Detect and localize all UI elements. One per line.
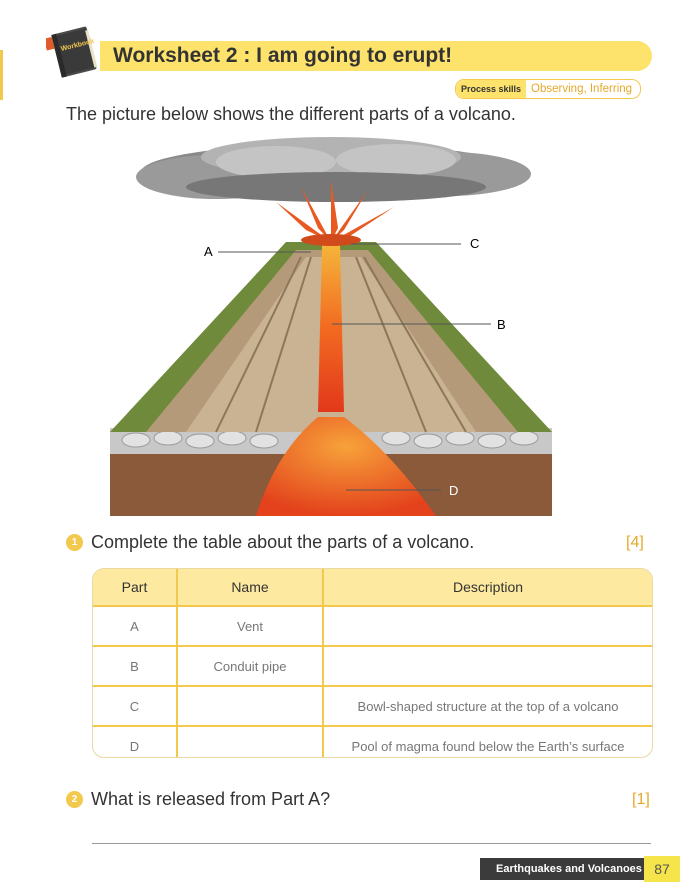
question-2-text: What is released from Part A? xyxy=(91,789,331,809)
label-c: C xyxy=(470,236,480,251)
cell-part: D xyxy=(93,726,177,758)
header-description: Description xyxy=(323,569,652,606)
volcano-diagram xyxy=(106,132,562,516)
intro-text: The picture below shows the different parts of a volcano. xyxy=(66,104,516,124)
book-label: Workbook xyxy=(60,37,95,53)
header-part: Part xyxy=(93,569,177,606)
cell-description: Bowl-shaped structure at the top of a volcano xyxy=(323,686,652,726)
question-1-text: Complete the table about the parts of a volcano. xyxy=(91,532,475,552)
table-row xyxy=(93,606,652,646)
question-1-number: 1 xyxy=(66,534,83,551)
page-edge-tab xyxy=(0,50,3,100)
cell-name: Conduit pipe xyxy=(177,646,323,686)
header-name: Name xyxy=(177,569,323,606)
question-2-marks: [1] xyxy=(632,791,650,808)
cell-name[interactable] xyxy=(177,726,323,758)
cell-description[interactable] xyxy=(323,646,652,686)
chapter-name: Earthquakes and Volcanoes xyxy=(496,863,642,875)
cell-description[interactable] xyxy=(323,606,652,646)
cell-name[interactable] xyxy=(177,686,323,726)
process-skills-label: Process skills xyxy=(456,80,526,98)
table-row xyxy=(93,646,652,686)
cell-part: A xyxy=(93,606,177,646)
label-a: A xyxy=(204,244,213,259)
worksheet-title: Worksheet 2 : I am going to erupt! xyxy=(113,44,453,67)
table-row xyxy=(93,726,652,758)
page-number: 87 xyxy=(644,856,680,882)
cell-name: Vent xyxy=(177,606,323,646)
ash-cloud xyxy=(136,137,531,202)
table-header-row xyxy=(93,569,652,606)
cell-part: B xyxy=(93,646,177,686)
cell-description: Pool of magma found below the Earth’s surface xyxy=(323,726,652,758)
process-skills-value: Observing, Inferring xyxy=(531,83,633,95)
conduit-pipe xyxy=(318,244,344,412)
table-row xyxy=(93,686,652,726)
answer-line[interactable] xyxy=(92,843,651,844)
question-1-marks: [4] xyxy=(626,534,644,551)
label-b: B xyxy=(497,317,506,332)
volcano-parts-table xyxy=(92,568,653,758)
cell-part: C xyxy=(93,686,177,726)
question-2-number: 2 xyxy=(66,791,83,808)
process-skills-badge xyxy=(455,79,641,99)
workbook-icon xyxy=(46,22,102,82)
label-d: D xyxy=(449,483,459,498)
